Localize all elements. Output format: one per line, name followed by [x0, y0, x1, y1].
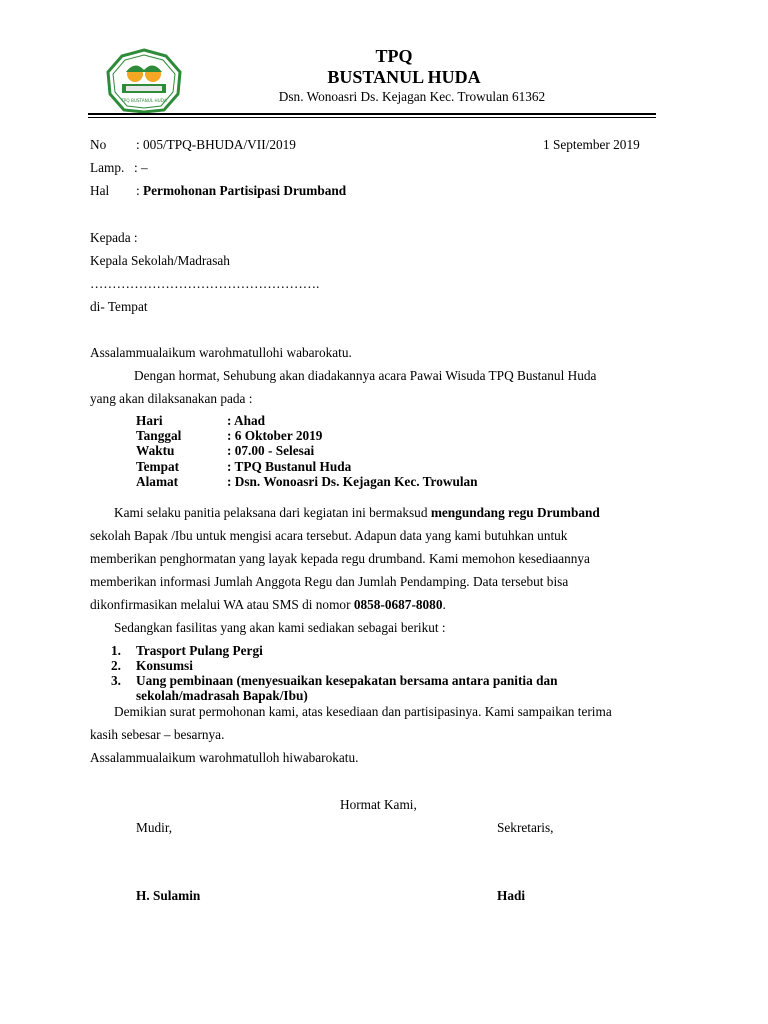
greeting: Assalammualaikum warohmatullohi wabarokatu.	[90, 345, 352, 360]
detail-value-tanggal: : 6 Oktober 2019	[227, 428, 323, 443]
p2-line5	[90, 597, 446, 612]
detail-value-waktu: : 07.00 - Selesai	[227, 443, 315, 458]
org-address: Dsn. Wonoasri Ds. Kejagan Kec. Trowulan 61362	[278, 89, 546, 104]
p2-line1	[114, 505, 600, 520]
org-name-line1: TPQ	[375, 46, 413, 66]
lamp-label: Lamp.	[90, 160, 125, 175]
closing-line2: kasih sebesar – besarnya.	[90, 727, 225, 742]
farewell: Assalammualaikum warohmatulloh hiwabarokatu.	[90, 750, 359, 765]
org-name-line2: BUSTANUL HUDA	[327, 67, 481, 87]
facility-text-2: Konsumsi	[136, 658, 193, 673]
sekretaris-name: Hadi	[497, 888, 526, 903]
no-value: : 005/TPQ-BHUDA/VII/2019	[136, 137, 296, 152]
detail-value-hari: : Ahad	[227, 413, 266, 428]
hal-label: Hal	[90, 183, 110, 198]
p2-line1-bold: mengundang regu Drumband	[430, 505, 600, 520]
header-rule	[88, 113, 656, 115]
facility-num-2: 2.	[111, 658, 121, 673]
p2-line1-text: Kami selaku panitia pelaksana dari kegiatan ini bermaksud	[114, 505, 431, 520]
detail-value-alamat: : Dsn. Wonoasri Ds. Kejagan Kec. Trowulan	[227, 474, 478, 489]
detail-label-alamat: Alamat	[136, 474, 179, 489]
recipient-dots: …………………………………………….	[90, 276, 320, 291]
lamp-value: : –	[134, 160, 148, 175]
detail-label-waktu: Waktu	[136, 443, 175, 458]
detail-value-tempat: : TPQ Bustanul Huda	[227, 459, 352, 474]
facility-num-3: 3.	[111, 673, 121, 688]
recipient-name: Kepala Sekolah/Madrasah	[90, 253, 230, 268]
mudir-name: H. Sulamin	[136, 888, 201, 903]
closing-line1: Demikian surat permohonan kami, atas kesediaan dan partisipasinya. Kami sampaikan terima	[114, 704, 612, 719]
hal-line	[136, 183, 346, 198]
detail-label-hari: Hari	[136, 413, 163, 428]
facility-num-1: 1.	[111, 643, 121, 658]
facility-text-1: Trasport Pulang Pergi	[136, 643, 263, 658]
p2-line5-end: .	[442, 597, 446, 612]
p2-line2: sekolah Bapak /Ibu untuk mengisi acara tersebut. Adapun data yang kami butuhkan untuk	[90, 528, 568, 543]
hal-subject: Permohonan Partisipasi Drumband	[143, 183, 347, 198]
hormat-kami: Hormat Kami,	[340, 797, 417, 812]
p2-line5-text: dikonfirmasikan melalui WA atau SMS di nomor	[90, 597, 354, 612]
phone-number: 0858-0687-8080	[353, 597, 443, 612]
facility-text-3-cont: sekolah/madrasah Bapak/Ibu)	[136, 688, 308, 703]
intro-line1: Dengan hormat, Sehubung akan diadakannya acara Pawai Wisuda TPQ Bustanul Huda	[134, 368, 597, 383]
hal-colon: :	[136, 183, 140, 198]
no-label: No	[90, 137, 107, 152]
p2-line4: memberikan informasi Jumlah Anggota Regu dan Jumlah Pendamping. Data tersebut bisa	[90, 574, 569, 589]
facility-text-3: Uang pembinaan (menyesuaikan kesepakatan bersama antara panitia dan	[136, 673, 558, 688]
p2-line3: memberikan penghormatan yang layak kepada regu drumband. Kami memohon kesediaannya	[90, 551, 590, 566]
letter-date: 1 September 2019	[543, 137, 640, 152]
detail-label-tempat: Tempat	[136, 459, 180, 474]
detail-label-tanggal: Tanggal	[136, 428, 182, 443]
sekretaris-role: Sekretaris,	[497, 820, 554, 835]
recipient-place: di- Tempat	[90, 299, 148, 314]
kepada-label: Kepada :	[90, 230, 138, 245]
mudir-role: Mudir,	[136, 820, 173, 835]
header-rule-thin	[88, 117, 656, 118]
intro-line2: yang akan dilaksanakan pada :	[90, 391, 253, 406]
logo-text: TPQ BUSTANUL HUDA	[121, 98, 167, 103]
p3: Sedangkan fasilitas yang akan kami sediakan sebagai berikut :	[114, 620, 446, 635]
